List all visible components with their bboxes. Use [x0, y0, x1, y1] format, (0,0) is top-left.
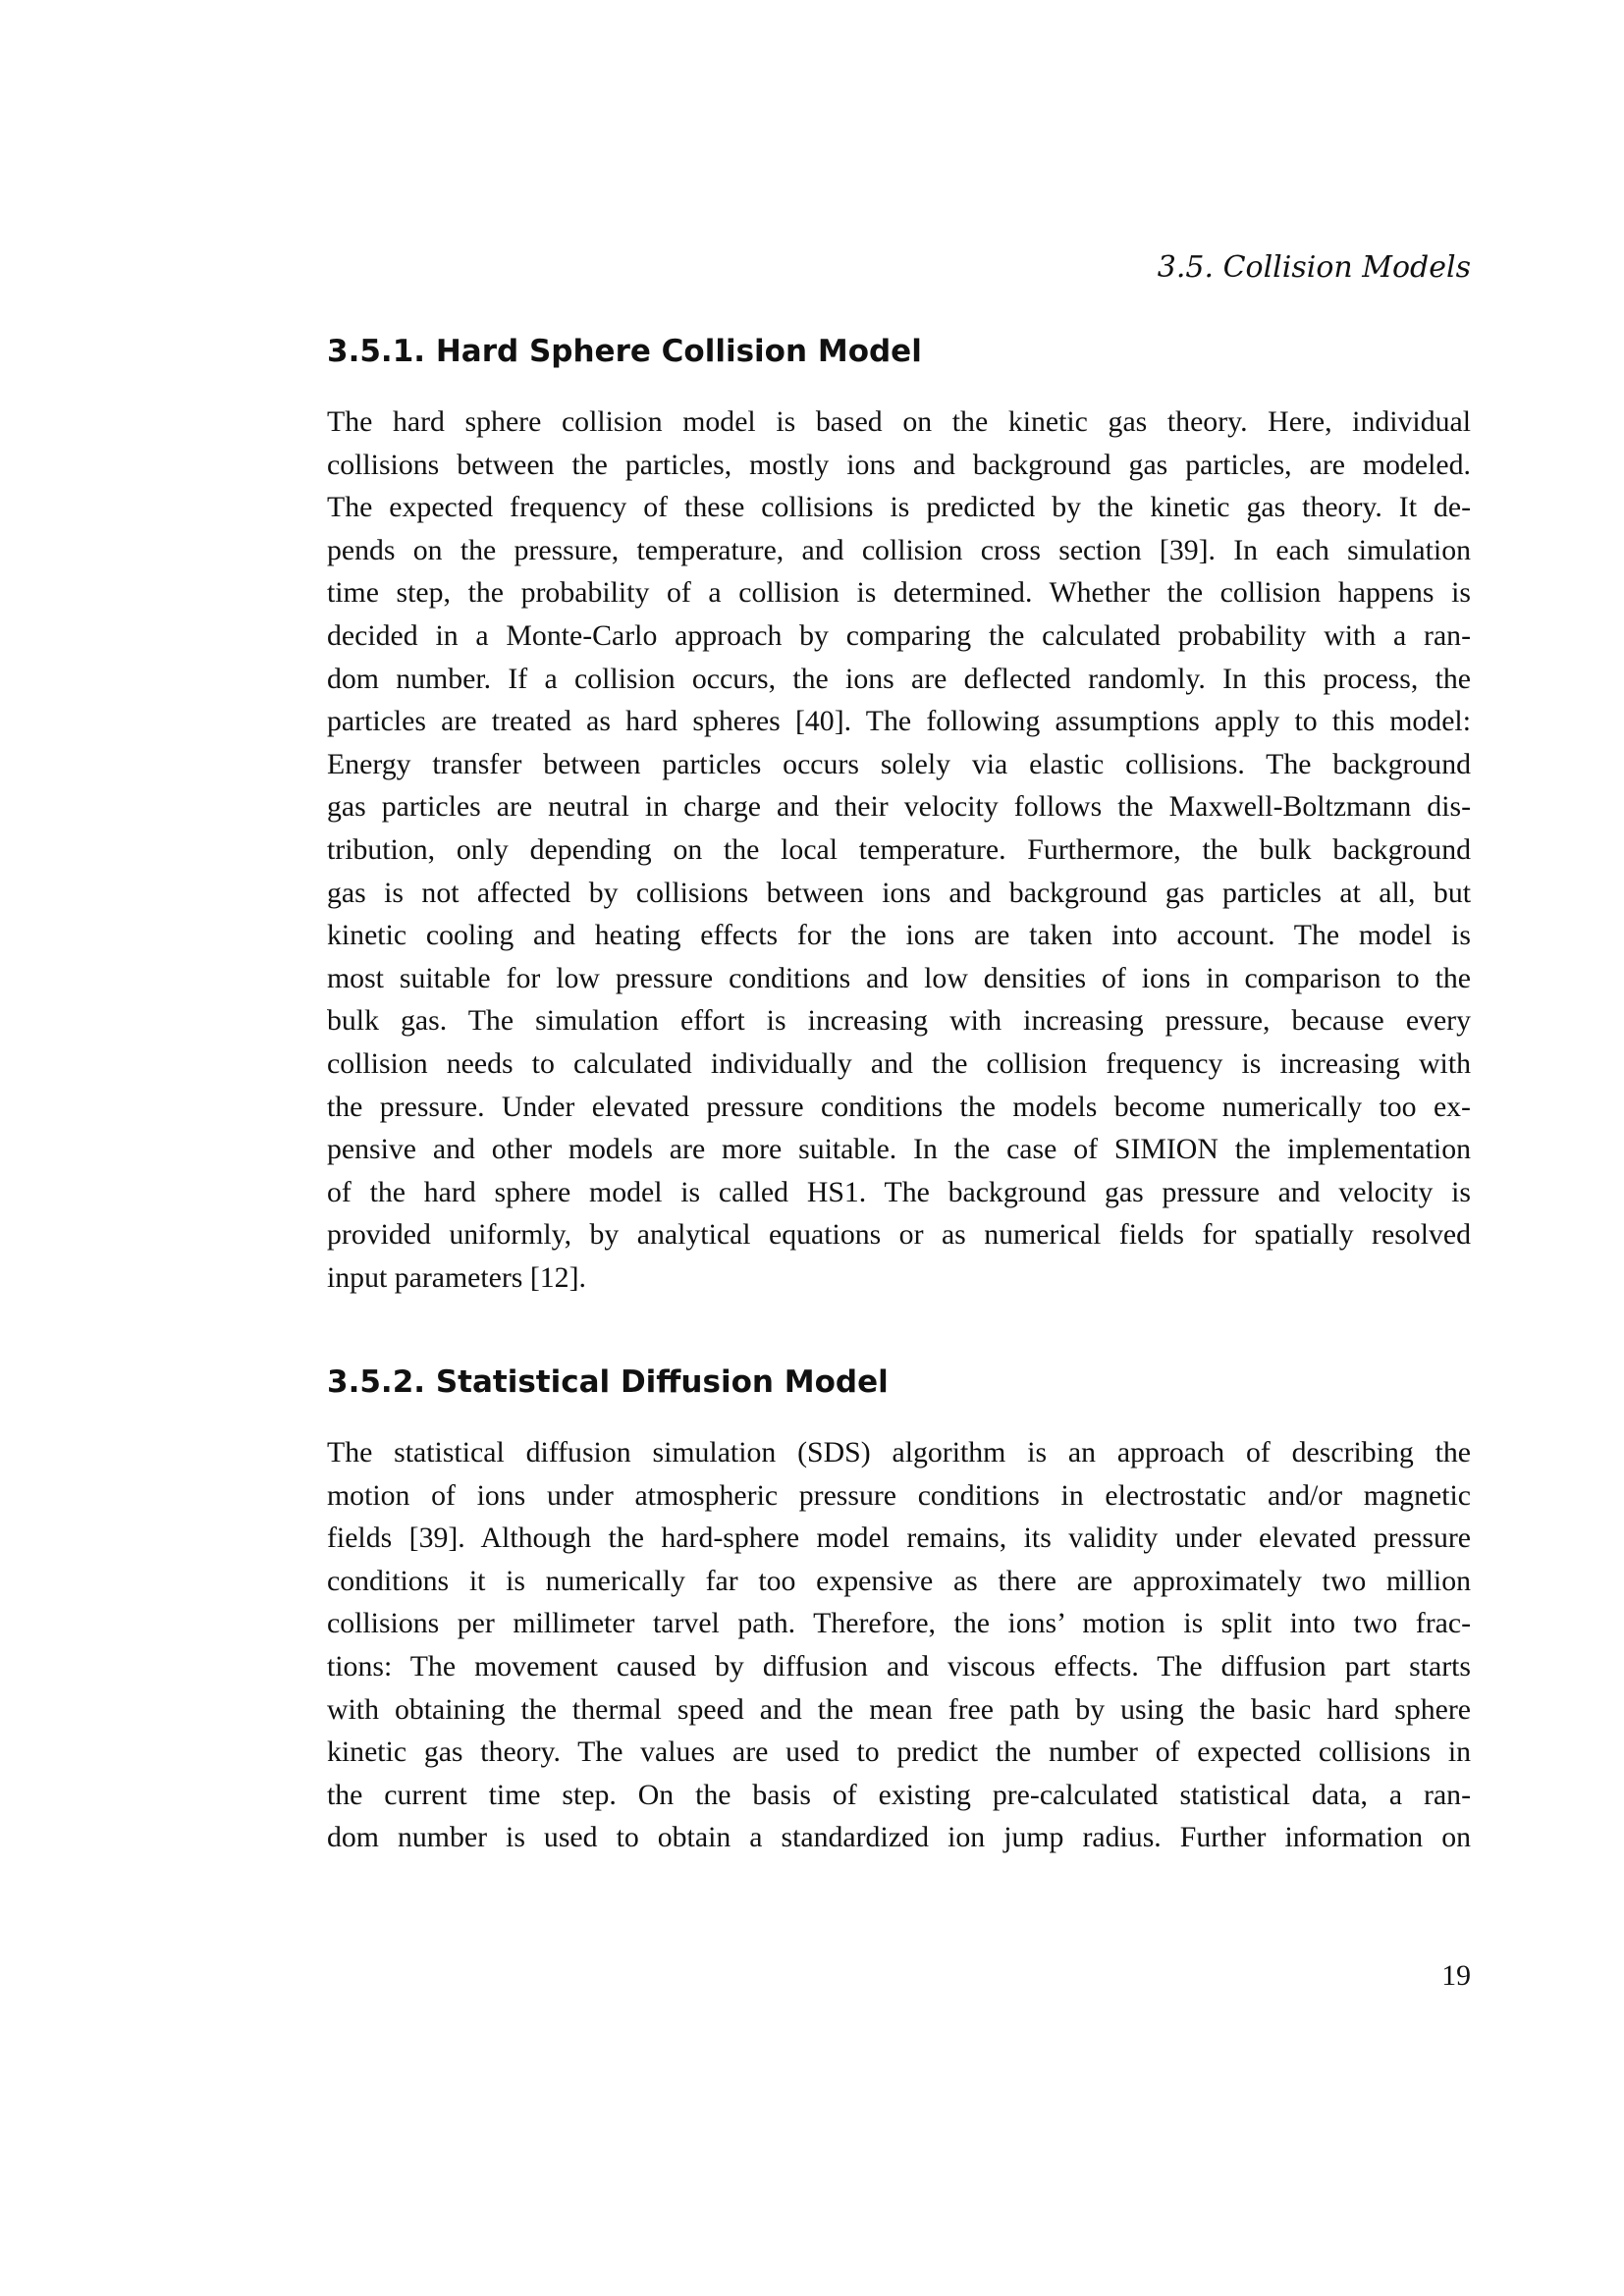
text-line: kinetic cooling and heating effects for the ions are taken into account. The model is [327, 919, 1471, 952]
text-line: conditions it is numerically far too expensive as there are approximately two million [327, 1564, 1471, 1597]
text-line: collisions per millimeter tarvel path. Therefore, the ions’ motion is split into two frac- [327, 1607, 1471, 1640]
text-line: of the hard sphere model is called HS1. The background gas pressure and velocity is [327, 1175, 1471, 1208]
text-line: motion of ions under atmospheric pressure conditions in electrostatic and/or magnetic [327, 1478, 1471, 1512]
text-line: tribution, only depending on the local temperature. Furthermore, the bulk background [327, 832, 1471, 866]
text-line: gas particles are neutral in charge and their velocity follows the Maxwell-Boltzmann dis- [327, 790, 1471, 824]
text-line: collisions between the particles, mostly ions and background gas particles, are modeled. [327, 448, 1471, 481]
text-line: input parameters [12]. [327, 1260, 586, 1294]
section-heading: 3.5.2. Statistical Diffusion Model [327, 1364, 889, 1400]
text-line: collision needs to calculated individually and the collision frequency is increasing with [327, 1046, 1471, 1080]
text-line: with obtaining the thermal speed and the mean free path by using the basic hard sphere [327, 1692, 1471, 1726]
running-head: 3.5. Collision Models [1157, 250, 1471, 285]
text-line: time step, the probability of a collision is determined. Whether the collision happens is [327, 576, 1471, 610]
text-line: The statistical diffusion simulation (SDS) algorithm is an approach of describing the [327, 1436, 1471, 1468]
text-line: provided uniformly, by analytical equations or as numerical fields for spatially resolved [327, 1218, 1471, 1252]
text-line: particles are treated as hard spheres [40]. The following assumptions apply to this model: [327, 705, 1471, 738]
section-heading: 3.5.1. Hard Sphere Collision Model [327, 334, 922, 369]
text-line: The expected frequency of these collisions is predicted by the kinetic gas theory. It de- [327, 491, 1471, 524]
text-line: dom number is used to obtain a standardized ion jump radius. Further information on [327, 1821, 1471, 1854]
text-line: bulk gas. The simulation effort is increasing with increasing pressure, because every [327, 1004, 1471, 1038]
text-line: decided in a Monte-Carlo approach by comparing the calculated probability with a ran- [327, 618, 1471, 652]
text-line: most suitable for low pressure conditions and low densities of ions in comparison to the [327, 961, 1471, 994]
text-line: the current time step. On the basis of existing pre-calculated statistical data, a ran- [327, 1778, 1471, 1811]
text-line: pensive and other models are more suitable. In the case of SIMION the implementation [327, 1133, 1471, 1166]
text-line: tions: The movement caused by diffusion and viscous effects. The diffusion part starts [327, 1649, 1471, 1682]
text-line: the pressure. Under elevated pressure conditions the models become numerically too ex- [327, 1090, 1471, 1123]
section-body [327, 1431, 1471, 1859]
text-line: gas is not affected by collisions between ions and background gas particles at all, but [327, 876, 1471, 909]
text-line: Energy transfer between particles occurs solely via elastic collisions. The background [327, 747, 1471, 780]
text-line: The hard sphere collision model is based on the kinetic gas theory. Here, individual [327, 405, 1471, 438]
text-line: pends on the pressure, temperature, and collision cross section [39]. In each simulation [327, 533, 1471, 566]
page-number: 19 [1441, 1959, 1471, 1992]
section-hard-sphere [327, 331, 1471, 1299]
text-line: fields [39]. Although the hard-sphere model remains, its validity under elevated pressure [327, 1522, 1471, 1555]
section-body [327, 400, 1471, 1299]
text-line: dom number. If a collision occurs, the ions are deflected randomly. In this process, the [327, 662, 1471, 695]
text-line: kinetic gas theory. The values are used to predict the number of expected collisions in [327, 1735, 1471, 1769]
section-statistical-diffusion [327, 1362, 1471, 1859]
